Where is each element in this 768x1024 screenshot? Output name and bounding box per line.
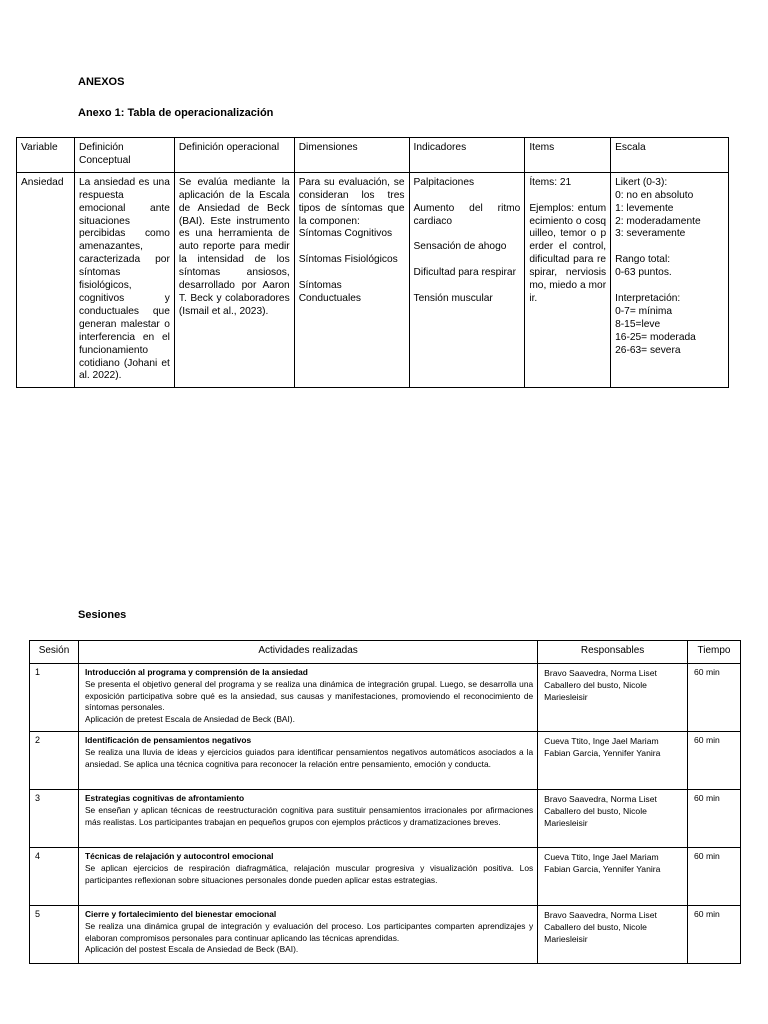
session-responsibles: Bravo Saavedra, Norma Liset Caballero del busto, Nicole Mariesleisir [538, 790, 688, 848]
header-variable: Variable [17, 138, 75, 173]
session-row [30, 732, 741, 790]
session-activities [78, 848, 537, 906]
indicator-item: Sensación de ahogo [413, 241, 507, 253]
session-title: Estrategias cognitivas de afrontamiento [84, 793, 245, 803]
dimensions-intro: Para su evaluación, se consideran los tres tipos de síntomas que la componen: [298, 176, 405, 227]
indicator-item: Aumento del ritmo cardiaco [413, 202, 521, 227]
sessions-header-row [30, 641, 741, 664]
session-responsibles: Bravo Saavedra, Norma Liset Caballero del busto, Nicole Mariesleisir [538, 664, 688, 732]
dimension-cognitive: Síntomas Cognitivos [298, 228, 393, 240]
session-number: 5 [30, 906, 79, 964]
dimension-behavioral: Síntomas Conductuales [298, 280, 361, 304]
header-operational: Definición operacional [174, 138, 294, 173]
operationalization-header-row [17, 138, 729, 173]
session-title: Introducción al programa y comprensión de la ansiedad [84, 667, 308, 677]
interpretation-item: 8-15=leve [615, 318, 661, 330]
session-title: Cierre y fortalecimiento del bienestar emocional [84, 909, 277, 919]
indicator-item: Dificultad para respirar [413, 267, 516, 279]
session-description: Se enseñan y aplican técnicas de reestructuración cognitiva para sustituir pensamientos irracionales por afirmaciones más realistas. Los participantes trabajan en pequeños grupos con ejemplos prácticos y dramatizaciones breves. [84, 804, 534, 827]
session-activities [78, 906, 537, 964]
session-description: Se realiza una dinámica grupal de integración y evaluación del proceso. Los participantes comparten aprendizajes y elaboran compromisos personales para continuar aplicando las técnicas aprendidas. [84, 920, 534, 943]
session-row [30, 664, 741, 732]
session-extra: Aplicación de pretest Escala de Ansiedad de Beck (BAI). [84, 714, 295, 725]
interpretation-title: Interpretación: [615, 292, 681, 304]
session-row [30, 790, 741, 848]
interpretation-item: 16-25= moderada [615, 331, 696, 343]
cell-conceptual: La ansiedad es una respuesta emocional ante situaciones percibidas como amenazantes, caracterizada por síntomas fisiológicos, cognitivos y conductuales que generan malestar o interferencia en el funcionamiento cotidiano (Johani et al. 2022). [74, 172, 174, 388]
header-dimensions: Dimensiones [294, 138, 409, 173]
cell-indicators [409, 172, 525, 388]
session-responsibles: Cueva Ttito, Inge Jael Mariam Fabian Garcia, Yennifer Yanira [538, 732, 688, 790]
indicator-item: Palpitaciones [413, 176, 475, 188]
range-value: 0-63 puntos. [615, 267, 672, 279]
session-time: 60 min [688, 906, 741, 964]
session-number: 4 [30, 848, 79, 906]
session-row [30, 906, 741, 964]
scale-level: 3: severamente [615, 228, 686, 240]
session-activities [78, 790, 537, 848]
session-responsibles: Bravo Saavedra, Norma Liset Caballero del busto, Nicole Mariesleisir [538, 906, 688, 964]
session-number: 3 [30, 790, 79, 848]
anexos-heading: ANEXOS [78, 76, 125, 88]
session-activities [78, 664, 537, 732]
header-time: Tiempo [688, 641, 741, 664]
session-responsibles: Cueva Ttito, Inge Jael Mariam Fabian Garcia, Yennifer Yanira [538, 848, 688, 906]
interpretation-item: 26-63= severa [615, 344, 681, 356]
range-title: Rango total: [615, 254, 671, 266]
cell-operational: Se evalúa mediante la aplicación de la Escala de Ansiedad de Beck (BAI). Este instrumento es una herramienta de auto reporte para medir la intensidad de los síntomas ansiosos, desarrollado por Aaron T. Beck y colaboradores (Ismail et al., 2023). [174, 172, 294, 388]
dimension-physiological: Síntomas Fisiológicos [298, 254, 398, 266]
sesiones-heading: Sesiones [78, 609, 127, 621]
header-responsibles: Responsables [538, 641, 688, 664]
interpretation-item: 0-7= mínima [615, 305, 673, 317]
header-activities: Actividades realizadas [78, 641, 537, 664]
items-count: Ítems: 21 [529, 176, 572, 188]
session-activities [78, 732, 537, 790]
indicator-item: Tensión muscular [413, 292, 493, 304]
session-description: Se realiza una lluvia de ideas y ejercicios guiados para identificar pensamientos negativos automáticos asociados a la ansiedad. Se aplica una técnica cognitiva para reconocer la relación entre pensamiento, emoción y conducta. [84, 746, 534, 769]
header-scale: Escala [611, 138, 729, 173]
session-description: Se aplican ejercicios de respiración diafragmática, relajación muscular progresiva y visualización positiva. Los participantes reflexionan sobre situaciones personales donde pueden aplicar estas estrategias. [84, 862, 534, 885]
scale-level: 0: no en absoluto [615, 189, 694, 201]
cell-items [525, 172, 611, 388]
sessions-table [29, 640, 741, 964]
session-extra: Aplicación del postest Escala de Ansiedad de Beck (BAI). [84, 944, 299, 955]
items-examples: Ejemplos: entumecimiento o cosquilleo, temor o perder el control, dificultad para respirar, nerviosismo, miedo a morir. [529, 202, 607, 304]
header-session: Sesión [30, 641, 79, 664]
session-number: 1 [30, 664, 79, 732]
anexo1-heading: Anexo 1: Tabla de operacionalización [78, 107, 274, 119]
session-time: 60 min [688, 848, 741, 906]
session-description: Se presenta el objetivo general del programa y se realiza una dinámica de integración grupal. Luego, se desarrolla una exposición participativa sobre qué es la ansiedad, sus causas y manifestaciones, promoviendo el reconocimiento de síntomas personales. [84, 678, 534, 713]
session-title: Identificación de pensamientos negativos [84, 735, 252, 745]
scale-level: 2: moderadamente [615, 215, 701, 227]
header-conceptual: Definición Conceptual [74, 138, 174, 173]
header-items: Items [525, 138, 611, 173]
cell-variable: Ansiedad [17, 172, 75, 388]
session-time: 60 min [688, 790, 741, 848]
cell-dimensions [294, 172, 409, 388]
cell-scale [611, 172, 729, 388]
session-row [30, 848, 741, 906]
session-time: 60 min [688, 732, 741, 790]
operationalization-table [16, 137, 729, 388]
session-number: 2 [30, 732, 79, 790]
session-title: Técnicas de relajación y autocontrol emocional [84, 851, 274, 861]
header-indicators: Indicadores [409, 138, 525, 173]
scale-level: 1: levemente [615, 202, 674, 214]
operationalization-row [17, 172, 729, 388]
scale-title: Likert (0-3): [615, 176, 668, 188]
session-time: 60 min [688, 664, 741, 732]
